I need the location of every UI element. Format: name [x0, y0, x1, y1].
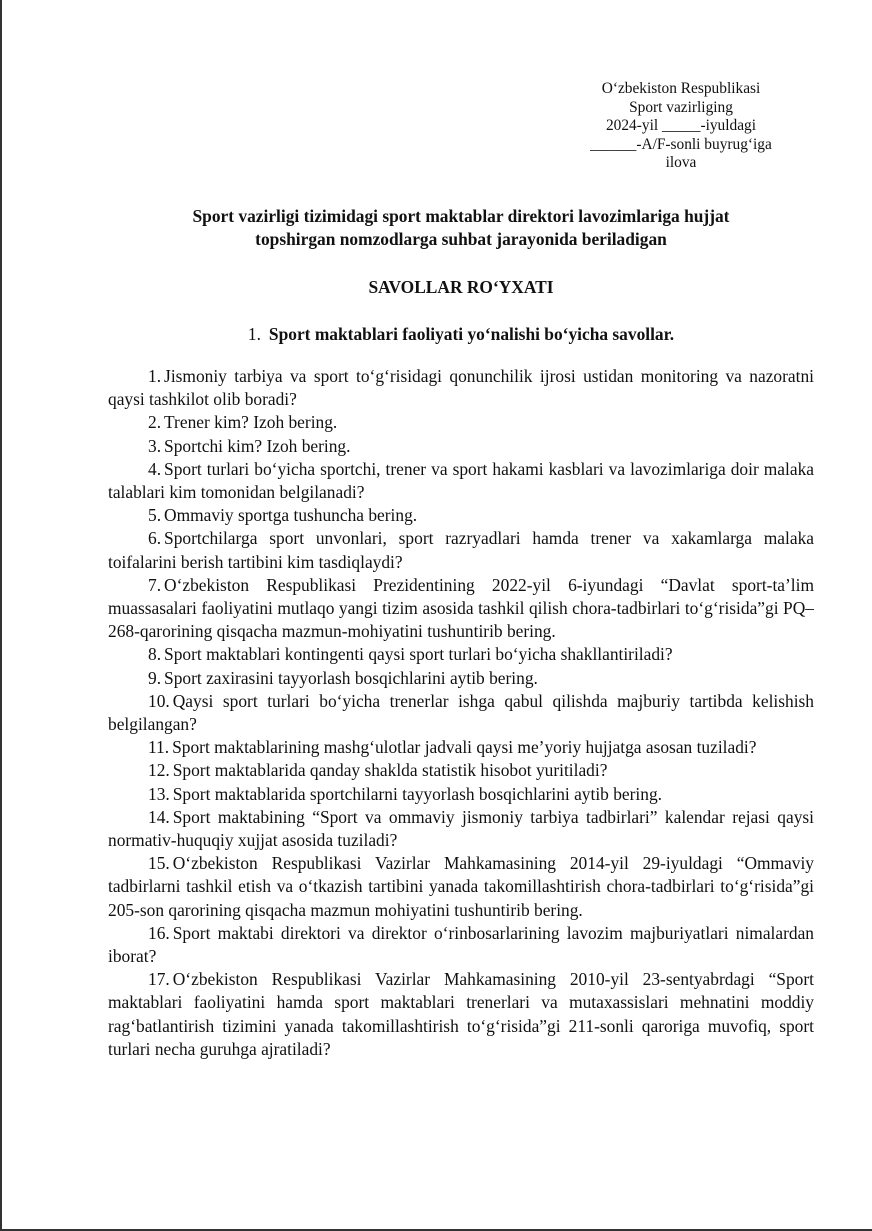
question-text: Sportchilarga sport unvonlari, sport razryadlari hamda trener va xakamlarga malaka toifalarini berish tartibini kim tasdiqlaydi? [108, 528, 814, 572]
question-item [108, 852, 814, 922]
question-item [108, 690, 814, 736]
question-number: 3. [148, 435, 162, 456]
question-text: Sport maktablarida qanday shaklda statistik hisobot yuritiladi? [172, 760, 608, 781]
question-text: Sportchi kim? Izoh bering. [164, 435, 351, 456]
question-item [108, 365, 814, 411]
question-item [108, 759, 814, 782]
question-item [108, 667, 814, 690]
question-number: 5. [148, 505, 162, 526]
questions-list [108, 365, 814, 1061]
question-item [108, 736, 814, 759]
question-text: Sport turlari bo‘yicha sportchi, trener va sport hakami kasblari va lavozimlariga doir malaka talablari kim tomonidan belgilanadi? [108, 458, 814, 503]
annex-block [568, 80, 794, 173]
question-number: 15. [148, 853, 170, 874]
question-text: Sport maktablari kontingenti qaysi sport turlari bo‘yicha shakllantiriladi? [164, 644, 673, 665]
question-text: Sport maktablarida sportchilarni tayyorlash bosqichlarini aytib bering. [172, 783, 662, 804]
document-title [108, 205, 814, 251]
annex-line: ilova [665, 154, 697, 172]
section-title: Sport maktablari faoliyati yo‘nalishi bo‘yicha savollar. [268, 324, 675, 344]
question-text: O‘zbekiston Respublikasi Prezidentining 2022-yil 6-iyundagi “Davlat sport-ta’lim muassasalari faoliyatini mutlaqo yangi tizim asosida tashkil qilish chora-tadbirlari to‘g‘risida”gi PQ–268-qarorining qisqacha mazmun-mohiyatini tushuntirib bering. [108, 574, 814, 642]
question-number: 10. [148, 690, 170, 711]
document-title-line: topshirgan nomzodlarga suhbat jarayonida beriladigan [255, 229, 667, 249]
question-number: 8. [148, 644, 162, 665]
question-number: 13. [148, 783, 170, 804]
question-item [108, 527, 814, 573]
question-item [108, 968, 814, 1061]
question-number: 7. [148, 574, 162, 595]
question-text: Sport maktabi direktori va direktor o‘rinbosarlarining lavozim majburiyatlari nimalardan iborat? [108, 922, 814, 967]
question-item [108, 435, 814, 458]
question-number: 17. [148, 969, 170, 990]
question-text: Trener kim? Izoh bering. [164, 412, 338, 433]
section-heading [108, 323, 814, 346]
question-number: 6. [148, 528, 162, 549]
question-number: 2. [148, 412, 162, 433]
question-text: Sport maktablarining mashg‘ulotlar jadvali qaysi me’yoriy hujjatga asosan tuziladi? [172, 737, 757, 758]
question-text: Sport maktabining “Sport va ommaviy jismoniy tarbiya tadbirlari” kalendar rejasi qaysi normativ-huquqiy xujjat asosida tuziladi? [108, 806, 814, 851]
annex-line: ______-A/F-sonli buyrug‘iga [590, 135, 772, 153]
question-number: 1. [148, 366, 162, 386]
question-number: 16. [148, 922, 170, 943]
question-text: Sport zaxirasini tayyorlash bosqichlarini aytib bering. [164, 667, 538, 688]
document-title-line: Sport vazirligi tizimidagi sport maktablar direktori lavozimlariga hujjat [192, 206, 730, 226]
section-number: 1. [247, 324, 261, 344]
question-text: Qaysi sport turlari bo‘yicha trenerlar ishga qabul qilishda majburiy tartibda kelishish belgilangan? [108, 690, 814, 735]
question-text: Jismoniy tarbiya va sport to‘g‘risidagi qonunchilik ijrosi ustidan monitoring va nazoratni qaysi tashkilot olib boradi? [108, 366, 814, 410]
question-item [108, 504, 814, 527]
question-item [108, 783, 814, 806]
question-text: O‘zbekiston Respublikasi Vazirlar Mahkamasining 2010-yil 23-sentyabrdagi “Sport maktablari faoliyatini hamda sport maktablari trenerlari va mutaxassislari mehnatini moddiy rag‘batlantirish tizimini yanada takomillashtirish to‘g‘risida”gi 211-sonli qaroriga muvofiq, sport turlari necha guruhga ajratiladi? [108, 969, 814, 1059]
question-number: 14. [148, 806, 170, 827]
question-item [108, 411, 814, 434]
annex-line: O‘zbekiston Respublikasi [601, 80, 761, 97]
question-item [108, 922, 814, 968]
question-number: 11. [148, 737, 170, 758]
annex-line: Sport vazirliging [629, 98, 733, 116]
question-item [108, 643, 814, 666]
question-number: 12. [148, 760, 170, 781]
question-text: O‘zbekiston Respublikasi Vazirlar Mahkamasining 2014-yil 29-iyuldagi “Ommaviy tadbirlarni tashkil etish va o‘tkazish tartibini yanada takomillashtirish chora-tadbirlari to‘g‘risida”gi 205-son qarorining qisqacha mazmun mohiyatini tushuntirib bering. [108, 853, 814, 920]
question-text: Ommaviy sportga tushuncha bering. [164, 505, 418, 526]
question-item [108, 806, 814, 852]
annex-line: 2024-yil _____-iyuldagi [605, 117, 757, 135]
question-item [108, 458, 814, 504]
question-item [108, 574, 814, 644]
list-title: SAVOLLAR RO‘YXATI [368, 277, 554, 297]
question-number: 4. [148, 458, 162, 479]
question-number: 9. [148, 667, 162, 688]
